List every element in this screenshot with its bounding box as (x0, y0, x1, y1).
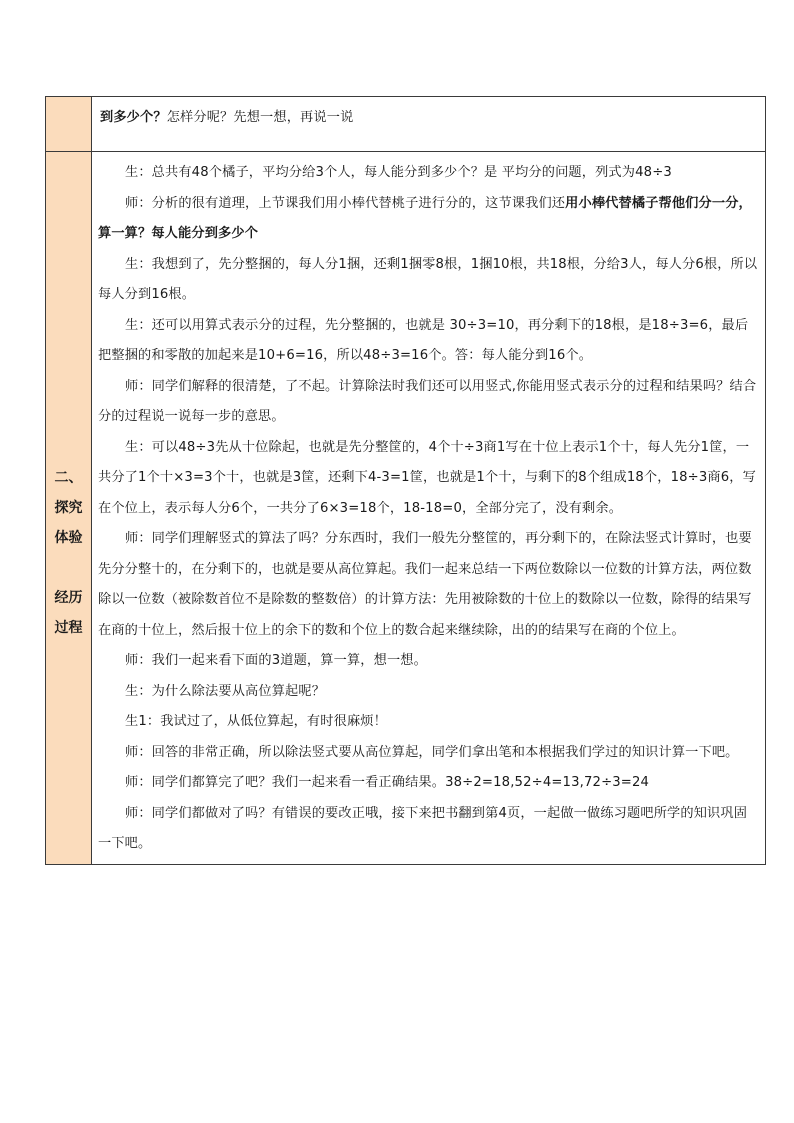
side-cell-empty (46, 97, 92, 152)
paragraph-teacher-2: 师：同学们解释的很清楚，了不起。计算除法时我们还可以用竖式,你能用竖式表示分的过程和结果吗？结合分的过程说一说每一步的意思。 (98, 378, 757, 424)
paragraph-teacher-1-bold: 用小棒代替橘子帮他们分一分，算一算？每人能分到多少个 (98, 195, 752, 241)
intro-question-bold: 到多少个？ (100, 110, 167, 125)
paragraph-teacher-1-plain: 师：分析的很有道理，上节课我们用小棒代替桃子进行分的，这节课我们还 (125, 195, 566, 211)
paragraph-student-2: 生：我想到了，先分整捆的，每人分1捆，还剩1捆零8根，1捆10根，共18根，分给3人，每人分6根，所以每人分到16根。 (98, 256, 758, 302)
paragraph-student-1: 生：总共有48个橘子，平均分给3个人，每人能分到多少个？是 平均分的问题，列式为48÷3 (125, 165, 672, 180)
content-cell-intro (92, 97, 766, 152)
paragraph-student-6: 生1：我试过了，从低位算起，有时很麻烦！ (125, 714, 387, 729)
intro-question (100, 103, 759, 134)
side-cell-section (46, 152, 92, 865)
content-cell-explore (92, 152, 766, 865)
paragraph-teacher-6: 师：同学们都算完了吧？我们一起来看一看正确结果。38÷2=18,52÷4=13,72÷3=24 (125, 775, 650, 790)
table-row-explore (46, 152, 766, 865)
table-row-intro (46, 97, 766, 152)
paragraph-teacher-4: 师：我们一起来看下面的3道题，算一算，想一想。 (125, 653, 427, 668)
paragraph-student-3: 生：还可以用算式表示分的过程，先分整捆的，也就是 30÷3=10，再分剩下的18根，是18÷3=6，最后把整捆的和零散的加起来是10+6=16，所以48÷3=16个。答：每人能分到16个。 (98, 317, 749, 363)
section-label-line: 二、 (54, 470, 83, 486)
paragraph-student-4: 生：可以48÷3先从十位除起，也就是先分整筐的，4个十÷3商1写在十位上表示1个十，每人先分1筐，一共分了1个十×3=3个十，也就是3筐，还剩下4-3=1筐，也就是1个十，与剩下的8个组成18个，18÷3商6，写在个位上，表示每人分6个，一共分了6×3=18个，18-18=0，全部分完了，没有剩余。 (98, 439, 756, 516)
section-label (46, 152, 91, 643)
paragraph-teacher-1 (98, 189, 759, 250)
paragraph-teacher-5: 师：回答的非常正确，所以除法竖式要从高位算起，同学们拿出笔和本根据我们学过的知识计算一下吧。 (125, 744, 739, 760)
intro-question-rest: 怎样分呢？先想一想，再说一说 (166, 110, 354, 125)
paragraph-teacher-7: 师：同学们都做对了吗？有错误的要改正哦，接下来把书翻到第4页，一起做一做练习题吧所学的知识巩固一下吧。 (98, 805, 748, 851)
lesson-plan-table (45, 96, 766, 865)
paragraph-teacher-3: 师：同学们理解竖式的算法了吗？分东西时，我们一般先分整筐的，再分剩下的，在除法竖式计算时，也要先分分整十的，在分剩下的，也就是要从高位算起。我们一起来总结一下两位数除以一位数的计算方法，两位数除以一位数（被除数首位不是除数的整数倍）的计算方法：先用被除数的十位上的数除以一位数，除得的结果写在商的十位上，然后报十位上的余下的数和个位上的数合起来继续除，出的的结果写在商的个位上。 (98, 531, 752, 638)
paragraph-student-5: 生：为什么除法要从高位算起呢？ (125, 683, 326, 699)
section-label-line: 体验 (54, 530, 83, 546)
section-label-line: 探究 (54, 500, 83, 516)
section-label-line: 过程 (54, 620, 83, 636)
section-label-line: 经历 (54, 590, 83, 606)
